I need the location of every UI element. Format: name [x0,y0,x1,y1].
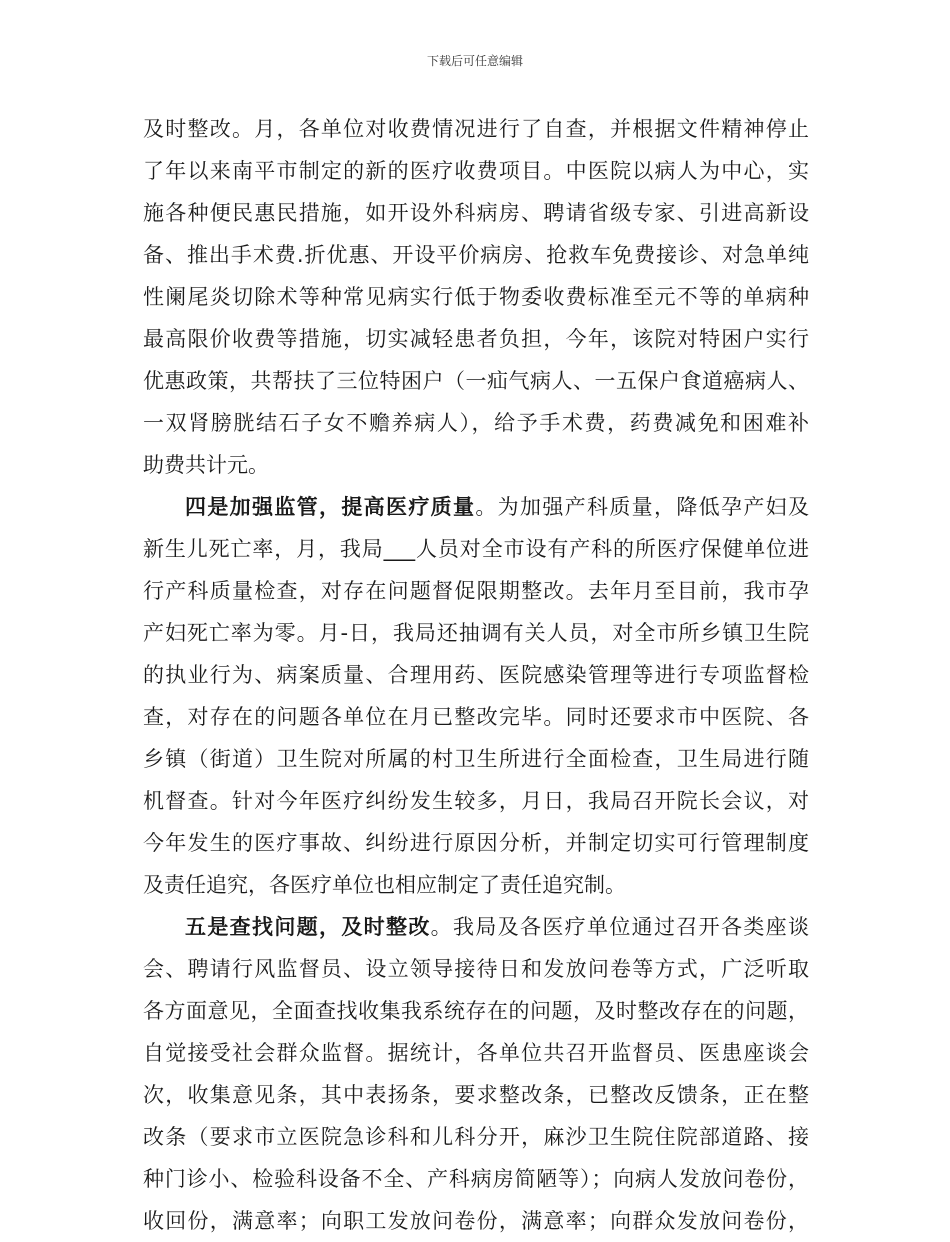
text-line: 查，对存在的问题各单位在月已整改完毕。同时还要求市中医院、各 [143,705,809,729]
text-line: 会、聘请行风监督员、设立领导接待日和发放问卷等方式，广泛听取 [143,957,809,981]
text-line: 乡镇（街道）卫生院对所属的村卫生所进行全面检查，卫生局进行随 [143,747,809,771]
text-line: 产妇死亡率为零。月-日，我局还抽调有关人员，对全市所乡镇卫生院 [143,621,809,645]
document-body [143,108,809,1242]
text-line: 次，收集意见条，其中表扬条，要求整改条，已整改反馈条，正在整 [143,1083,809,1107]
text-span: 。我局及各医疗单位通过召开各类座谈 [430,915,809,939]
text-line: 机督查。针对今年医疗纠纷发生较多，月日，我局召开院长会议，对 [143,789,809,813]
paragraph-heading: 五是查找问题，及时整改 [185,915,431,939]
text-line: 施各种便民惠民措施，如开设外科病房、聘请省级专家、引进高新设 [143,201,809,225]
text-line: 种门诊小、检验科设备不全、产科病房简陋等）；向病人发放问卷份， [143,1167,809,1191]
text-line: 一双肾膀胱结石子女不赡养病人），给予手术费，药费减免和困难补 [143,411,809,435]
text-line: 改条（要求市立医院急诊科和儿科分开，麻沙卫生院住院部道路、接 [143,1125,809,1149]
text-line: 收回份，满意率；向职工发放问卷份，满意率；向群众发放问卷份， [143,1209,809,1233]
text-line: 性阑尾炎切除术等种常见病实行低于物委收费标准至元不等的单病种 [143,285,809,309]
paragraph-heading: 四是加强监管，提高医疗质量 [185,495,476,519]
text-line: 各方面意见，全面查找收集我系统存在的问题，及时整改存在的问题， [143,999,809,1023]
text-line: 最高限价收费等措施，切实减轻患者负担，今年，该院对特困户实行 [143,327,809,351]
text-line [143,906,809,948]
text-line: 及时整改。月，各单位对收费情况进行了自查，并根据文件精神停止 [143,117,809,141]
text-line: 备、推出手术费.折优惠、开设平价病房、抢救车免费接诊、对急单纯 [143,243,809,267]
text-line: 今年发生的医疗事故、纠纷进行原因分析，并制定切实可行管理制度 [143,831,809,855]
text-line: 的执业行为、病案质量、合理用药、医院感染管理等进行专项监督检 [143,663,809,687]
text-line: 了年以来南平市制定的新的医疗收费项目。中医院以病人为中心，实 [143,159,809,183]
paragraph-1 [143,108,809,486]
text-span: 。为加强产科质量，降低孕产妇及 [475,495,809,519]
text-line: 助费共计元。 [143,453,269,477]
text-line: 优惠政策，共帮扶了三位特困户（一疝气病人、一五保户食道癌病人、 [143,369,809,393]
text-line: 新生儿死亡率，月，我局___人员对全市设有产科的所医疗保健单位进 [143,537,809,561]
paragraph-2 [143,486,809,906]
text-line [143,486,809,528]
page-header: 下载后可任意编辑 [426,54,523,68]
paragraph-3 [143,906,809,1242]
text-line: 及责任追究，各医疗单位也相应制定了责任追究制。 [143,873,626,897]
text-line: 自觉接受社会群众监督。据统计，各单位共召开监督员、医患座谈会 [143,1041,809,1065]
text-line: 行产科质量检查，对存在问题督促限期整改。去年月至目前，我市孕 [143,579,809,603]
